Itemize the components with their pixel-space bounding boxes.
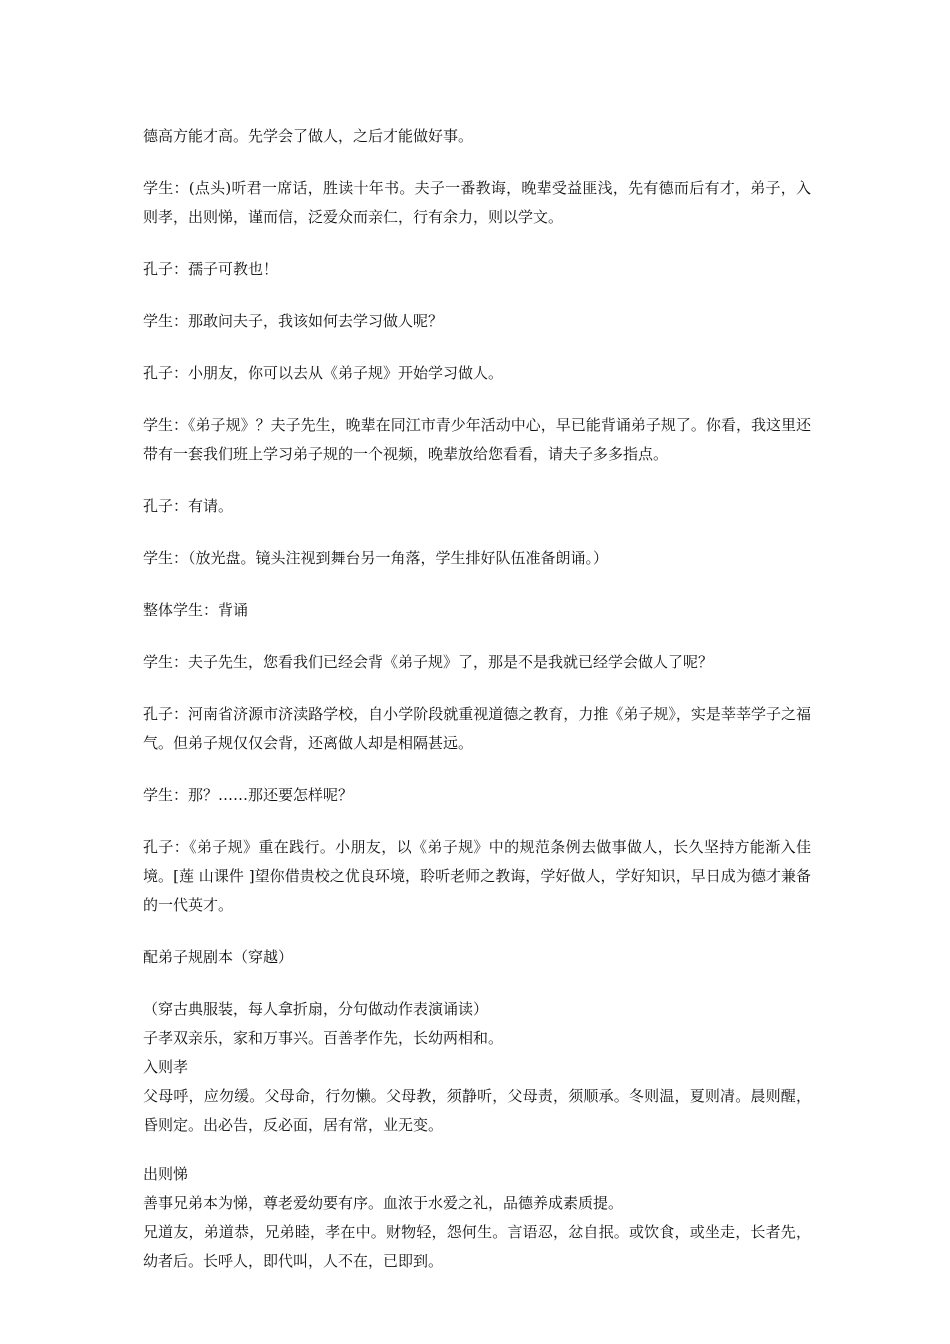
document-body	[143, 122, 811, 1276]
paragraph-chuzeti-verse: 善事兄弟本为悌，尊老爱幼要有序。血浓于水爱之礼，品德养成素质提。	[143, 1194, 624, 1212]
paragraph-stage-direction: 学生：（放光盘。镜头注视到舞台另一角落，学生排好队伍准备朗诵。）	[143, 549, 609, 567]
paragraph-intro: 德高方能才高。先学会了做人，之后才能做好事。	[143, 127, 474, 145]
paragraph-costume-note: （穿古典服装，每人拿折扇，分句做动作表演诵读）	[143, 1000, 489, 1018]
section-heading-chuzeti: 出则悌	[143, 1165, 189, 1183]
paragraph-confucius-please: 孔子：有请。	[143, 497, 234, 515]
paragraph-student-then: 学生：那？……那还要怎样呢？	[143, 786, 354, 804]
paragraph-student-reply: 学生：(点头)听君一席话，胜读十年书。夫子一番教诲，晚辈受益匪浅，先有德而后有才，弟子，入则孝，出则悌，谨而信，泛爱众而亲仁，行有余力，则以学文。	[143, 179, 811, 226]
paragraph-filial-verse: 子孝双亲乐，家和万事兴。百善孝作先，长幼两相和。	[143, 1029, 504, 1047]
paragraph-confucius-advice: 孔子：小朋友，你可以去从《弟子规》开始学习做人。	[143, 364, 504, 382]
section-heading-ruzexiao: 入则孝	[143, 1058, 189, 1076]
paragraph-ruzexiao-text: 父母呼，应勿缓。父母命，行勿懒。父母教，须静听，父母责，须顺承。冬则温，夏则凊。晨则醒，昏则定。出必告，反必面，居有常，业无变。	[143, 1087, 811, 1134]
paragraph-student-question: 学生：那敢问夫子，我该如何去学习做人呢？	[143, 312, 444, 330]
section-heading-script: 配弟子规剧本（穿越）	[143, 948, 294, 966]
paragraph-group-recite: 整体学生：背诵	[143, 601, 249, 619]
paragraph-chuzeti-text: 兄道友，弟道恭，兄弟睦，孝在中。财物轻，怨何生。言语忍，忿自抿。或饮食，或坐走，长者先，幼者后。长呼人，即代叫，人不在，已即到。	[143, 1223, 811, 1270]
paragraph-student-video: 学生：《弟子规》？夫子先生，晚辈在同江市青少年活动中心，早已能背诵弟子规了。你看，我这里还带有一套我们班上学习弟子规的一个视频，晚辈放给您看看，请夫子多多指点。	[143, 416, 811, 463]
paragraph-confucius-praise: 孔子：孺子可教也！	[143, 260, 279, 278]
paragraph-student-ask: 学生：夫子先生，您看我们已经会背《弟子规》了，那是不是我就已经学会做人了呢？	[143, 653, 714, 671]
paragraph-confucius-school: 孔子：河南省济源市济渎路学校，自小学阶段就重视道德之教育，力推《弟子规》，实是莘莘学子之福气。但弟子规仅仅会背，还离做人却是相隔甚远。	[143, 705, 811, 752]
paragraph-confucius-practice: 孔子：《弟子规》重在践行。小朋友，以《弟子规》中的规范条例去做事做人，长久坚持方能渐入佳境。[莲 山课件 ]望你借贵校之优良环境，聆听老师之教诲，学好做人，学好知识，早日成为德才兼备的一代英才。	[143, 838, 811, 914]
